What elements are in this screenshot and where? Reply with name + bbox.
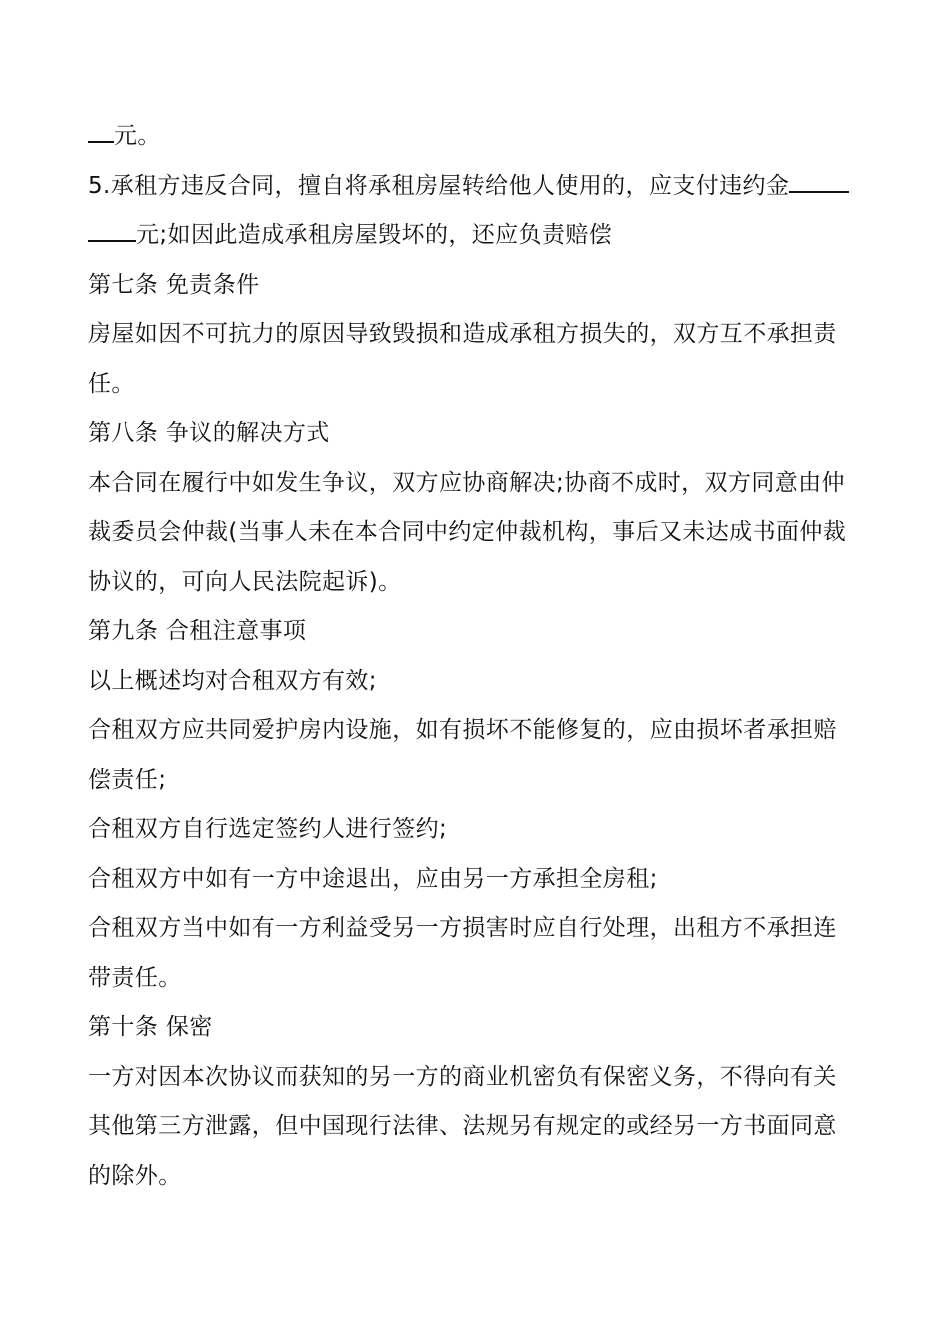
text-line: 协议的，可向人民法院起诉)。 [88,568,402,595]
text-line: 合租双方当中如有一方利益受另一方损害时应自行处理，出租方不承担连 [88,915,837,941]
text-line [88,112,864,162]
document-page [88,112,864,1201]
text-line: 带责任。 [88,964,182,991]
text-line: 的除外。 [88,1162,182,1189]
fill-blank [88,121,114,143]
text-line [88,211,864,261]
line-text: 元;如因此造成承租房屋毁坏的，还应负责赔偿 [136,222,613,248]
text-line: 合租双方应共同爱护房内设施，如有损坏不能修复的，应由损坏者承担赔 [88,717,837,743]
text-line: 合租双方中如有一方中途退出，应由另一方承担全房租; [88,865,658,892]
text-line: 一方对因本次协议而获知的另一方的商业机密负有保密义务，不得向有关 [88,1063,837,1090]
text-line: 任。 [88,370,135,397]
text-line: 其他第三方泄露，但中国现行法律、法规另有规定的或经另一方书面同意 [88,1113,837,1139]
article-heading: 第八条 争议的解决方式 [88,420,330,446]
text-line: 偿责任; [88,766,167,793]
fill-blank [88,220,136,242]
text-line: 合租双方自行选定签约人进行签约; [88,816,448,842]
fill-blank [789,171,849,193]
article-heading: 第七条 免责条件 [88,271,260,298]
text-line [88,162,864,212]
text-line: 本合同在履行中如发生争议，双方应协商解决;协商不成时，双方同意由仲 [88,469,845,496]
text-line: 裁委员会仲裁(当事人未在本合同中约定仲裁机构，事后又未达成书面仲裁 [88,519,847,545]
text-line: 房屋如因不可抗力的原因导致毁损和造成承租方损失的，双方互不承担责 [88,321,837,347]
line-text: 5.承租方违反合同，擅自将承租房屋转给他人使用的，应支付违约金 [88,172,790,199]
article-heading: 第九条 合租注意事项 [88,618,307,644]
article-heading: 第十条 保密 [88,1014,213,1040]
text-line: 以上概述均对合租双方有效; [88,667,377,694]
line-text: 元。 [114,123,161,149]
